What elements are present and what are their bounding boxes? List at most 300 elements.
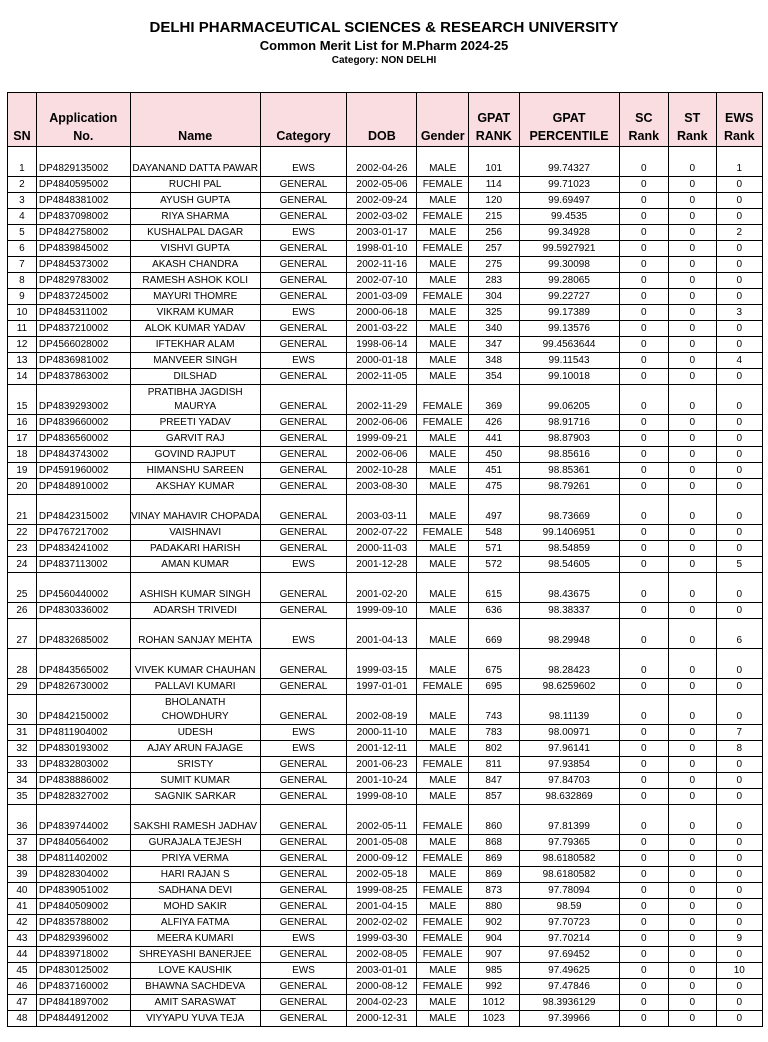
cell-gpat-rank: 347 — [468, 337, 519, 353]
cell-sc-rank: 0 — [619, 899, 669, 915]
cell-application-no: DP4832685002 — [36, 619, 130, 649]
cell-gpat-rank: 783 — [468, 725, 519, 741]
cell-ews-rank: 0 — [716, 995, 763, 1011]
cell-dob: 1999-09-21 — [347, 431, 417, 447]
cell-gpat-rank: 992 — [468, 979, 519, 995]
cell-st-rank: 0 — [669, 369, 716, 385]
cell-ews-rank: 5 — [716, 557, 763, 573]
cell-gpat-percentile: 98.59 — [519, 899, 619, 915]
table-row — [8, 495, 763, 525]
cell-st-rank: 0 — [669, 679, 716, 695]
cell-sn: 45 — [8, 963, 37, 979]
table-row — [8, 525, 763, 541]
category-label: Category: NON DELHI — [331, 55, 437, 66]
cell-category: EWS — [260, 619, 347, 649]
table-row — [8, 321, 763, 337]
cell-gpat-rank: 114 — [468, 177, 519, 193]
cell-gender: MALE — [417, 257, 469, 273]
cell-sn: 16 — [8, 415, 37, 431]
cell-dob: 2001-05-08 — [347, 835, 417, 851]
cell-category: EWS — [260, 147, 347, 177]
university-title: DELHI PHARMACEUTICAL SCIENCES & RESEARCH UNIVERSITY — [149, 19, 619, 36]
cell-gpat-percentile: 97.81399 — [519, 805, 619, 835]
cell-gpat-percentile: 97.69452 — [519, 947, 619, 963]
cell-gpat-rank: 873 — [468, 883, 519, 899]
cell-dob: 2000-08-12 — [347, 979, 417, 995]
cell-name: SAGNIK SARKAR — [130, 789, 260, 805]
cell-gpat-percentile: 98.632869 — [519, 789, 619, 805]
column-header-text: Name — [178, 129, 213, 143]
table-row — [8, 619, 763, 649]
cell-sn: 40 — [8, 883, 37, 899]
cell-gpat-percentile: 97.70723 — [519, 915, 619, 931]
cell-gpat-rank: 695 — [468, 679, 519, 695]
cell-gpat-rank: 257 — [468, 241, 519, 257]
cell-gender: MALE — [417, 541, 469, 557]
cell-gender: MALE — [417, 835, 469, 851]
cell-sc-rank: 0 — [619, 305, 669, 321]
cell-gpat-percentile: 97.39966 — [519, 1011, 619, 1027]
table-row — [8, 915, 763, 931]
cell-gpat-percentile: 98.87903 — [519, 431, 619, 447]
cell-application-no: DP4829135002 — [36, 147, 130, 177]
cell-dob: 2000-11-10 — [347, 725, 417, 741]
cell-sn: 33 — [8, 757, 37, 773]
cell-ews-rank: 0 — [716, 851, 763, 867]
table-row — [8, 899, 763, 915]
cell-ews-rank: 0 — [716, 835, 763, 851]
cell-dob: 2001-02-20 — [347, 573, 417, 603]
cell-ews-rank: 0 — [716, 479, 763, 495]
cell-dob: 2002-07-10 — [347, 273, 417, 289]
table-row — [8, 415, 763, 431]
cell-st-rank: 0 — [669, 573, 716, 603]
cell-application-no: DP4830336002 — [36, 603, 130, 619]
cell-category: GENERAL — [260, 337, 347, 353]
cell-ews-rank: 0 — [716, 525, 763, 541]
table-row — [8, 209, 763, 225]
cell-st-rank: 0 — [669, 193, 716, 209]
cell-application-no: DP4839718002 — [36, 947, 130, 963]
cell-dob: 2003-01-01 — [347, 963, 417, 979]
column-header-text: Rank — [723, 129, 755, 143]
cell-gender: MALE — [417, 353, 469, 369]
cell-application-no: DP4842315002 — [36, 495, 130, 525]
table-row — [8, 177, 763, 193]
cell-application-no: DP4566028002 — [36, 337, 130, 353]
cell-sn: 41 — [8, 899, 37, 915]
cell-name: MAYURI THOMRE — [130, 289, 260, 305]
cell-category: GENERAL — [260, 257, 347, 273]
table-row — [8, 385, 763, 415]
cell-ews-rank: 0 — [716, 679, 763, 695]
table-row — [8, 337, 763, 353]
cell-gpat-percentile: 98.28423 — [519, 649, 619, 679]
table-row — [8, 541, 763, 557]
cell-sn: 46 — [8, 979, 37, 995]
cell-name: HIMANSHU SAREEN — [130, 463, 260, 479]
cell-category: GENERAL — [260, 463, 347, 479]
cell-sn: 32 — [8, 741, 37, 757]
cell-category: EWS — [260, 741, 347, 757]
cell-category: EWS — [260, 963, 347, 979]
cell-gpat-rank: 450 — [468, 447, 519, 463]
cell-sc-rank: 0 — [619, 995, 669, 1011]
cell-st-rank: 0 — [669, 321, 716, 337]
cell-name: HARI RAJAN S — [130, 867, 260, 883]
cell-sn: 14 — [8, 369, 37, 385]
cell-gender: MALE — [417, 147, 469, 177]
cell-gpat-rank: 907 — [468, 947, 519, 963]
cell-dob: 1998-06-14 — [347, 337, 417, 353]
cell-st-rank: 0 — [669, 241, 716, 257]
cell-name: GARVIT RAJ — [130, 431, 260, 447]
cell-category: GENERAL — [260, 995, 347, 1011]
cell-name: MEERA KUMARI — [130, 931, 260, 947]
cell-sn: 47 — [8, 995, 37, 1011]
cell-ews-rank: 0 — [716, 649, 763, 679]
cell-gender: MALE — [417, 273, 469, 289]
cell-application-no: DP4830125002 — [36, 963, 130, 979]
cell-dob: 2002-06-06 — [347, 447, 417, 463]
table-row — [8, 241, 763, 257]
cell-st-rank: 0 — [669, 883, 716, 899]
cell-gpat-percentile: 99.4535 — [519, 209, 619, 225]
cell-sc-rank: 0 — [619, 353, 669, 369]
cell-dob: 1997-01-01 — [347, 679, 417, 695]
cell-application-no: DP4840564002 — [36, 835, 130, 851]
table-row — [8, 805, 763, 835]
cell-sc-rank: 0 — [619, 915, 669, 931]
cell-application-no: DP4839660002 — [36, 415, 130, 431]
cell-sc-rank: 0 — [619, 369, 669, 385]
cell-gpat-percentile: 97.70214 — [519, 931, 619, 947]
cell-category: GENERAL — [260, 1011, 347, 1027]
cell-gpat-percentile: 98.54605 — [519, 557, 619, 573]
cell-name: PRIYA VERMA — [130, 851, 260, 867]
cell-gender: MALE — [417, 867, 469, 883]
cell-application-no: DP4841897002 — [36, 995, 130, 1011]
table-row — [8, 369, 763, 385]
cell-sc-rank: 0 — [619, 177, 669, 193]
cell-ews-rank: 0 — [716, 257, 763, 273]
cell-name: ASHISH KUMAR SINGH — [130, 573, 260, 603]
cell-gpat-percentile: 99.74327 — [519, 147, 619, 177]
cell-gpat-rank: 497 — [468, 495, 519, 525]
cell-gpat-percentile: 99.22727 — [519, 289, 619, 305]
cell-dob: 1998-01-10 — [347, 241, 417, 257]
column-header-text: EWS — [725, 111, 754, 125]
cell-sn: 15 — [8, 385, 37, 415]
cell-gpat-percentile: 99.1406951 — [519, 525, 619, 541]
cell-sc-rank: 0 — [619, 1011, 669, 1027]
column-header-dob — [347, 93, 417, 147]
column-header-text: No. — [73, 129, 94, 143]
table-row — [8, 431, 763, 447]
cell-gender: MALE — [417, 789, 469, 805]
cell-gpat-percentile: 97.47846 — [519, 979, 619, 995]
cell-sc-rank: 0 — [619, 883, 669, 899]
cell-ews-rank: 0 — [716, 1011, 763, 1027]
cell-application-no: DP4834241002 — [36, 541, 130, 557]
column-header-sn — [8, 93, 37, 147]
cell-dob: 2000-01-18 — [347, 353, 417, 369]
cell-st-rank: 0 — [669, 431, 716, 447]
cell-name: SADHANA DEVI — [130, 883, 260, 899]
cell-dob: 2000-12-31 — [347, 1011, 417, 1027]
cell-gpat-rank: 847 — [468, 773, 519, 789]
cell-gpat-rank: 275 — [468, 257, 519, 273]
cell-gpat-rank: 802 — [468, 741, 519, 757]
table-row — [8, 479, 763, 495]
column-header-text: SC — [635, 111, 653, 125]
cell-st-rank: 0 — [669, 899, 716, 915]
cell-name: RIYA SHARMA — [130, 209, 260, 225]
cell-sn: 27 — [8, 619, 37, 649]
cell-gpat-percentile: 98.29948 — [519, 619, 619, 649]
cell-name: SRISTY — [130, 757, 260, 773]
cell-gpat-rank: 572 — [468, 557, 519, 573]
table-header-row — [8, 93, 763, 147]
cell-sn: 48 — [8, 1011, 37, 1027]
cell-st-rank: 0 — [669, 147, 716, 177]
cell-gender: MALE — [417, 1011, 469, 1027]
cell-application-no: DP4845373002 — [36, 257, 130, 273]
cell-gender: FEMALE — [417, 525, 469, 541]
cell-sc-rank: 0 — [619, 649, 669, 679]
cell-dob: 2002-03-02 — [347, 209, 417, 225]
cell-gpat-percentile: 98.3936129 — [519, 995, 619, 1011]
cell-dob: 2001-06-23 — [347, 757, 417, 773]
cell-gpat-rank: 868 — [468, 835, 519, 851]
cell-application-no: DP4836560002 — [36, 431, 130, 447]
cell-sn: 20 — [8, 479, 37, 495]
cell-st-rank: 0 — [669, 557, 716, 573]
cell-application-no: DP4842758002 — [36, 225, 130, 241]
cell-dob: 1999-03-30 — [347, 931, 417, 947]
cell-application-no: DP4840595002 — [36, 177, 130, 193]
cell-st-rank: 0 — [669, 915, 716, 931]
cell-sc-rank: 0 — [619, 495, 669, 525]
cell-sc-rank: 0 — [619, 947, 669, 963]
cell-application-no: DP4837210002 — [36, 321, 130, 337]
cell-st-rank: 0 — [669, 479, 716, 495]
table-row — [8, 557, 763, 573]
table-row — [8, 649, 763, 679]
cell-gpat-percentile: 99.69497 — [519, 193, 619, 209]
cell-st-rank: 0 — [669, 757, 716, 773]
cell-ews-rank: 0 — [716, 915, 763, 931]
cell-sc-rank: 0 — [619, 415, 669, 431]
cell-sn: 8 — [8, 273, 37, 289]
cell-gpat-percentile: 97.93854 — [519, 757, 619, 773]
cell-gender: FEMALE — [417, 679, 469, 695]
cell-gpat-rank: 615 — [468, 573, 519, 603]
cell-gpat-rank: 451 — [468, 463, 519, 479]
cell-gpat-rank: 860 — [468, 805, 519, 835]
cell-st-rank: 0 — [669, 695, 716, 725]
cell-sn: 19 — [8, 463, 37, 479]
cell-st-rank: 0 — [669, 447, 716, 463]
cell-gender: FEMALE — [417, 415, 469, 431]
table-row — [8, 1011, 763, 1027]
cell-dob: 2002-10-28 — [347, 463, 417, 479]
cell-category: GENERAL — [260, 851, 347, 867]
column-header-text: DOB — [367, 129, 396, 143]
cell-st-rank: 0 — [669, 947, 716, 963]
column-header-gpat-rank — [468, 93, 519, 147]
cell-sn: 10 — [8, 305, 37, 321]
table-row — [8, 273, 763, 289]
cell-category: GENERAL — [260, 573, 347, 603]
table-row — [8, 947, 763, 963]
cell-st-rank: 0 — [669, 963, 716, 979]
cell-application-no: DP4843565002 — [36, 649, 130, 679]
cell-gpat-rank: 902 — [468, 915, 519, 931]
cell-ews-rank: 0 — [716, 695, 763, 725]
cell-category: EWS — [260, 225, 347, 241]
cell-gpat-rank: 1012 — [468, 995, 519, 1011]
cell-sn: 24 — [8, 557, 37, 573]
cell-st-rank: 0 — [669, 805, 716, 835]
cell-st-rank: 0 — [669, 273, 716, 289]
cell-sc-rank: 0 — [619, 147, 669, 177]
cell-sn: 38 — [8, 851, 37, 867]
cell-st-rank: 0 — [669, 177, 716, 193]
column-header-text: GPAT — [477, 111, 511, 125]
cell-ews-rank: 0 — [716, 463, 763, 479]
cell-gender: FEMALE — [417, 883, 469, 899]
cell-sc-rank: 0 — [619, 695, 669, 725]
cell-application-no: DP4840509002 — [36, 899, 130, 915]
cell-name: VINAY MAHAVIR CHOPADA — [130, 495, 260, 525]
cell-gpat-rank: 256 — [468, 225, 519, 241]
cell-sc-rank: 0 — [619, 447, 669, 463]
cell-sn: 11 — [8, 321, 37, 337]
cell-sn: 26 — [8, 603, 37, 619]
cell-gender: MALE — [417, 479, 469, 495]
cell-application-no: DP4767217002 — [36, 525, 130, 541]
cell-gpat-rank: 571 — [468, 541, 519, 557]
cell-gpat-rank: 1023 — [468, 1011, 519, 1027]
cell-category: GENERAL — [260, 447, 347, 463]
cell-st-rank: 0 — [669, 603, 716, 619]
cell-name: SHREYASHI BANERJEE — [130, 947, 260, 963]
cell-st-rank: 0 — [669, 835, 716, 851]
table-row — [8, 257, 763, 273]
cell-sn: 34 — [8, 773, 37, 789]
cell-dob: 1999-03-15 — [347, 649, 417, 679]
cell-application-no: DP4836981002 — [36, 353, 130, 369]
cell-st-rank: 0 — [669, 337, 716, 353]
table-row — [8, 353, 763, 369]
column-header-application-no — [36, 93, 130, 147]
cell-gpat-percentile: 98.38337 — [519, 603, 619, 619]
cell-category: GENERAL — [260, 289, 347, 305]
cell-ews-rank: 0 — [716, 805, 763, 835]
cell-dob: 2003-01-17 — [347, 225, 417, 241]
cell-application-no: DP4848910002 — [36, 479, 130, 495]
cell-sc-rank: 0 — [619, 805, 669, 835]
cell-dob: 2002-06-06 — [347, 415, 417, 431]
cell-ews-rank: 6 — [716, 619, 763, 649]
merit-list-page — [0, 18, 768, 1042]
column-header-text: Category — [276, 129, 331, 143]
cell-gender: FEMALE — [417, 915, 469, 931]
cell-category: GENERAL — [260, 415, 347, 431]
cell-application-no: DP4837863002 — [36, 369, 130, 385]
cell-name: VIKRAM KUMAR — [130, 305, 260, 321]
cell-st-rank: 0 — [669, 979, 716, 995]
cell-dob: 2003-08-30 — [347, 479, 417, 495]
cell-gpat-percentile: 98.11139 — [519, 695, 619, 725]
cell-sc-rank: 0 — [619, 479, 669, 495]
cell-name: VAISHNAVI — [130, 525, 260, 541]
cell-sn: 1 — [8, 147, 37, 177]
cell-ews-rank: 0 — [716, 541, 763, 557]
cell-sn: 2 — [8, 177, 37, 193]
table-body — [8, 147, 763, 1027]
column-header-name — [130, 93, 260, 147]
table-row — [8, 305, 763, 321]
table-row — [8, 789, 763, 805]
table-row — [8, 867, 763, 883]
table-row — [8, 463, 763, 479]
cell-dob: 2003-03-11 — [347, 495, 417, 525]
cell-gender: MALE — [417, 741, 469, 757]
cell-st-rank: 0 — [669, 257, 716, 273]
cell-gpat-rank: 669 — [468, 619, 519, 649]
column-header-sc-rank — [619, 93, 669, 147]
cell-st-rank: 0 — [669, 353, 716, 369]
cell-gender: MALE — [417, 649, 469, 679]
cell-st-rank: 0 — [669, 225, 716, 241]
cell-gender: FEMALE — [417, 931, 469, 947]
cell-application-no: DP4830193002 — [36, 741, 130, 757]
cell-sc-rank: 0 — [619, 225, 669, 241]
cell-ews-rank: 0 — [716, 385, 763, 415]
cell-name: ADARSH TRIVEDI — [130, 603, 260, 619]
cell-sn: 4 — [8, 209, 37, 225]
cell-application-no: DP4842150002 — [36, 695, 130, 725]
cell-gpat-rank: 441 — [468, 431, 519, 447]
cell-name: VISHVI GUPTA — [130, 241, 260, 257]
column-header-text: Application — [49, 111, 118, 125]
cell-sn: 43 — [8, 931, 37, 947]
cell-gpat-rank: 548 — [468, 525, 519, 541]
cell-gpat-rank: 369 — [468, 385, 519, 415]
cell-sn: 7 — [8, 257, 37, 273]
cell-gpat-rank: 354 — [468, 369, 519, 385]
table-row — [8, 963, 763, 979]
cell-gpat-rank: 101 — [468, 147, 519, 177]
cell-sn: 35 — [8, 789, 37, 805]
cell-application-no: DP4829783002 — [36, 273, 130, 289]
cell-category: EWS — [260, 305, 347, 321]
cell-application-no: DP4845311002 — [36, 305, 130, 321]
cell-gender: FEMALE — [417, 385, 469, 415]
table-row — [8, 883, 763, 899]
cell-name: MANVEER SINGH — [130, 353, 260, 369]
cell-ews-rank: 4 — [716, 353, 763, 369]
cell-category: GENERAL — [260, 209, 347, 225]
cell-category: GENERAL — [260, 883, 347, 899]
cell-name: MOHD SAKIR — [130, 899, 260, 915]
cell-gender: MALE — [417, 995, 469, 1011]
column-header-text: GPAT — [552, 111, 586, 125]
cell-dob: 2002-11-29 — [347, 385, 417, 415]
cell-gender: FEMALE — [417, 805, 469, 835]
